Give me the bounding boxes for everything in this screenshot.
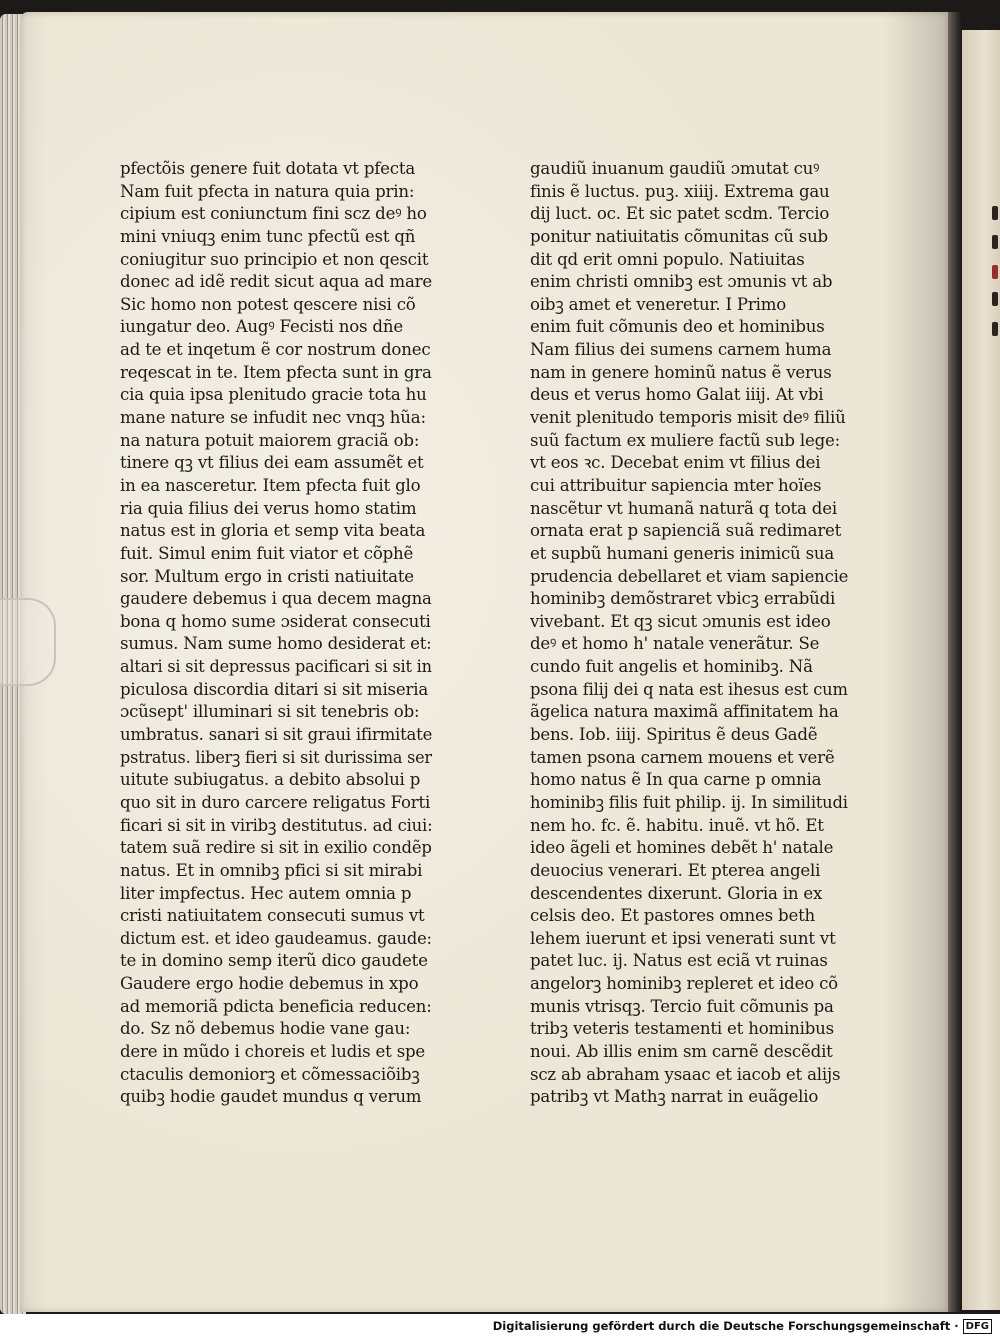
left-text-column bbox=[120, 158, 432, 1109]
text-line: sumus. Nam sume homo desiderat et: bbox=[120, 634, 432, 654]
text-line: tribꝫ veteris testamenti et hominibus bbox=[530, 1019, 834, 1039]
text-line: donec ad idẽ redit sicut aqua ad mare bbox=[120, 272, 432, 292]
text-line: gaudere debemus i qua decem magna bbox=[120, 589, 432, 609]
text-line: ctaculis demoniorꝫ et cõmessaciõibꝫ bbox=[120, 1064, 420, 1084]
text-line: nascẽtur vt humanã naturã q tota dei bbox=[530, 498, 837, 518]
text-line: hominibꝫ demõstraret vbicꝫ errabũdi bbox=[530, 589, 836, 609]
text-line: ad memoriã pdicta beneficia reducen: bbox=[120, 996, 432, 1016]
text-line: mini vniuqꝫ enim tunc pfectũ est qñ bbox=[120, 226, 416, 246]
text-line: mane nature se infudit nec vnqꝫ hũa: bbox=[120, 408, 426, 428]
text-line: deꝰ et homo h' natale venerãtur. Se bbox=[530, 634, 820, 654]
text-line: enim fuit cõmunis deo et hominibus bbox=[530, 317, 825, 337]
text-line: gaudiũ inuanum gaudiũ ɔmutat cuꝰ bbox=[530, 159, 820, 178]
text-line: finis ẽ luctus. puꝫ. xiiij. Extrema gau bbox=[530, 181, 830, 201]
text-line: cristi natiuitatem consecuti sumus vt bbox=[120, 906, 425, 926]
text-line: prudencia debellaret et viam sapiencie bbox=[530, 566, 848, 586]
text-line: enim christi omnibꝫ est ɔmunis vt ab bbox=[530, 272, 833, 292]
text-line: cundo fuit angelis et hominibꝫ. Nã bbox=[530, 657, 813, 677]
text-line: bens. Iob. iiij. Spiritus ẽ deus Gadẽ bbox=[530, 725, 818, 745]
text-line: ficari si sit in viribꝫ destitutus. ad ciui: bbox=[120, 815, 432, 835]
text-line: dit qd erit omni populo. Natiuitas bbox=[530, 249, 805, 269]
text-line: psona filij dei q nata est ihesus est cum bbox=[530, 679, 848, 699]
facing-page-glyph bbox=[992, 292, 998, 306]
text-line: dere in mũdo i choreis et ludis et spe bbox=[120, 1041, 426, 1061]
text-line: vt eos ꝛc. Decebat enim vt filius dei bbox=[530, 453, 821, 473]
text-line: celsis deo. Et pastores omnes beth bbox=[530, 906, 816, 926]
text-line: deuocius venerari. Et pterea angeli bbox=[530, 860, 821, 880]
text-line: noui. Ab illis enim sm carnẽ descẽdit bbox=[530, 1041, 833, 1061]
text-line: Nam fuit pfecta in natura quia prin: bbox=[120, 181, 415, 201]
text-line: fuit. Simul enim fuit viator et cõphẽ bbox=[120, 543, 414, 563]
text-line: ɔcũsept' illuminari si sit tenebris ob: bbox=[120, 702, 420, 722]
text-line: dij luct. oc. Et sic patet scdm. Tercio bbox=[530, 204, 830, 224]
text-line: natus. Et in omnibꝫ pfici si sit mirabi bbox=[120, 860, 423, 880]
text-line: pstratus. liberꝫ fieri si sit durissima ser bbox=[120, 747, 432, 767]
text-line: tatem suã redire si sit in exilio condẽp bbox=[120, 838, 432, 858]
bookmark-tab bbox=[0, 598, 56, 686]
text-line: ria quia filius dei verus homo statim bbox=[120, 498, 417, 518]
text-line: hominibꝫ filis fuit philip. ij. In similitudi bbox=[530, 792, 848, 812]
text-line: na natura potuit maiorem graciã ob: bbox=[120, 430, 420, 450]
text-line: ponitur natiuitatis cõmunitas cũ sub bbox=[530, 226, 828, 246]
text-line: homo natus ẽ In qua carne p omnia bbox=[530, 770, 822, 790]
text-line: pfectõis genere fuit dotata vt pfecta bbox=[120, 159, 416, 178]
credit-text: Digitalisierung gefördert durch die Deutsche Forschungsgemeinschaft · bbox=[492, 1319, 959, 1333]
text-line: suũ factum ex muliere factũ sub lege: bbox=[530, 430, 841, 450]
text-line: vivebant. Et qꝫ sicut ɔmunis est ideo bbox=[530, 611, 831, 631]
text-line: natus est in gloria et semp vita beata bbox=[120, 521, 426, 541]
text-line: ornata erat p sapienciã suã redimaret bbox=[530, 521, 842, 541]
text-line: venit plenitudo temporis misit deꝰ filiũ bbox=[530, 408, 846, 428]
text-line: tinere qꝫ vt filius dei eam assumẽt et bbox=[120, 453, 424, 473]
text-line: quo sit in duro carcere religatus Forti bbox=[120, 792, 431, 812]
right-text-column bbox=[530, 158, 848, 1109]
text-line: et supbũ humani generis inimicũ sua bbox=[530, 543, 835, 563]
text-line: descendentes dixerunt. Gloria in ex bbox=[530, 883, 823, 903]
text-line: ãgelica natura maximã affinitatem ha bbox=[530, 702, 839, 722]
text-line: angelorꝫ hominibꝫ repleret et ideo cõ bbox=[530, 974, 838, 994]
dfg-logo: DFG bbox=[963, 1319, 992, 1334]
text-line: coniugitur suo principio et non qescit bbox=[120, 249, 429, 269]
text-line: patet luc. ij. Natus est eciã vt ruinas bbox=[530, 951, 828, 971]
text-line: nam in genere hominũ natus ẽ verus bbox=[530, 362, 832, 382]
text-line: cipium est coniunctum fini scz deꝰ ho bbox=[120, 204, 427, 224]
text-line: scz ab abraham ysaac et iacob et alijs bbox=[530, 1064, 841, 1084]
text-line: quibꝫ hodie gaudet mundus q verum bbox=[120, 1087, 422, 1107]
text-line: iungatur deo. Augꝰ Fecisti nos dñe bbox=[120, 317, 403, 337]
text-line: uitute subiugatus. a debito absolui p bbox=[120, 770, 421, 790]
text-line: altari si sit depressus pacificari si sit in bbox=[120, 657, 432, 677]
text-line: Sic homo non potest qescere nisi cõ bbox=[120, 294, 416, 314]
facing-page-edge bbox=[962, 30, 1000, 1310]
text-line: te in domino semp iterũ dico gaudete bbox=[120, 951, 428, 971]
text-line: cui attribuitur sapiencia mter hoïes bbox=[530, 475, 822, 495]
text-line: munis vtrisqꝫ. Tercio fuit cõmunis pa bbox=[530, 996, 834, 1016]
book-gutter bbox=[948, 12, 962, 1312]
text-line: ideo ãgeli et homines debẽt h' natale bbox=[530, 838, 834, 858]
text-line: in ea nasceretur. Item pfecta fuit glo bbox=[120, 475, 421, 495]
text-line: cia quia ipsa plenitudo gracie tota hu bbox=[120, 385, 427, 405]
text-line: piculosa discordia ditari si sit miseria bbox=[120, 679, 429, 699]
facing-page-glyph bbox=[992, 322, 998, 336]
text-line: patribꝫ vt Mathꝫ narrat in euãgelio bbox=[530, 1087, 819, 1107]
text-line: Gaudere ergo hodie debemus in xpo bbox=[120, 974, 419, 994]
facing-page-glyph bbox=[992, 235, 998, 249]
text-line: do. Sz nõ debemus hodie vane gau: bbox=[120, 1019, 411, 1039]
text-line: sor. Multum ergo in cristi natiuitate bbox=[120, 566, 414, 586]
text-line: Nam filius dei sumens carnem huma bbox=[530, 340, 832, 360]
digitization-credit-bar bbox=[0, 1314, 1000, 1338]
text-line: liter impfectus. Hec autem omnia p bbox=[120, 883, 412, 903]
text-line: reqescat in te. Item pfecta sunt in gra bbox=[120, 362, 432, 382]
text-line: ad te et inqetum ẽ cor nostrum donec bbox=[120, 340, 431, 360]
text-line: nem ho. fc. ẽ. habitu. inuẽ. vt hõ. Et bbox=[530, 815, 824, 835]
text-line: tamen psona carnem mouens et verẽ bbox=[530, 747, 835, 767]
text-line: lehem iuerunt et ipsi venerati sunt vt bbox=[530, 928, 836, 948]
text-line: deus et verus homo Galat iiij. At vbi bbox=[530, 385, 824, 405]
text-line: bona q homo sume ɔsiderat consecuti bbox=[120, 611, 431, 631]
text-line: oibꝫ amet et veneretur. I Primo bbox=[530, 294, 787, 314]
text-line: dictum est. et ideo gaudeamus. gaude: bbox=[120, 928, 432, 948]
facing-page-glyph bbox=[992, 206, 998, 220]
text-line: umbratus. sanari si sit graui ifirmitate bbox=[120, 725, 432, 745]
facing-page-glyph bbox=[992, 265, 998, 279]
